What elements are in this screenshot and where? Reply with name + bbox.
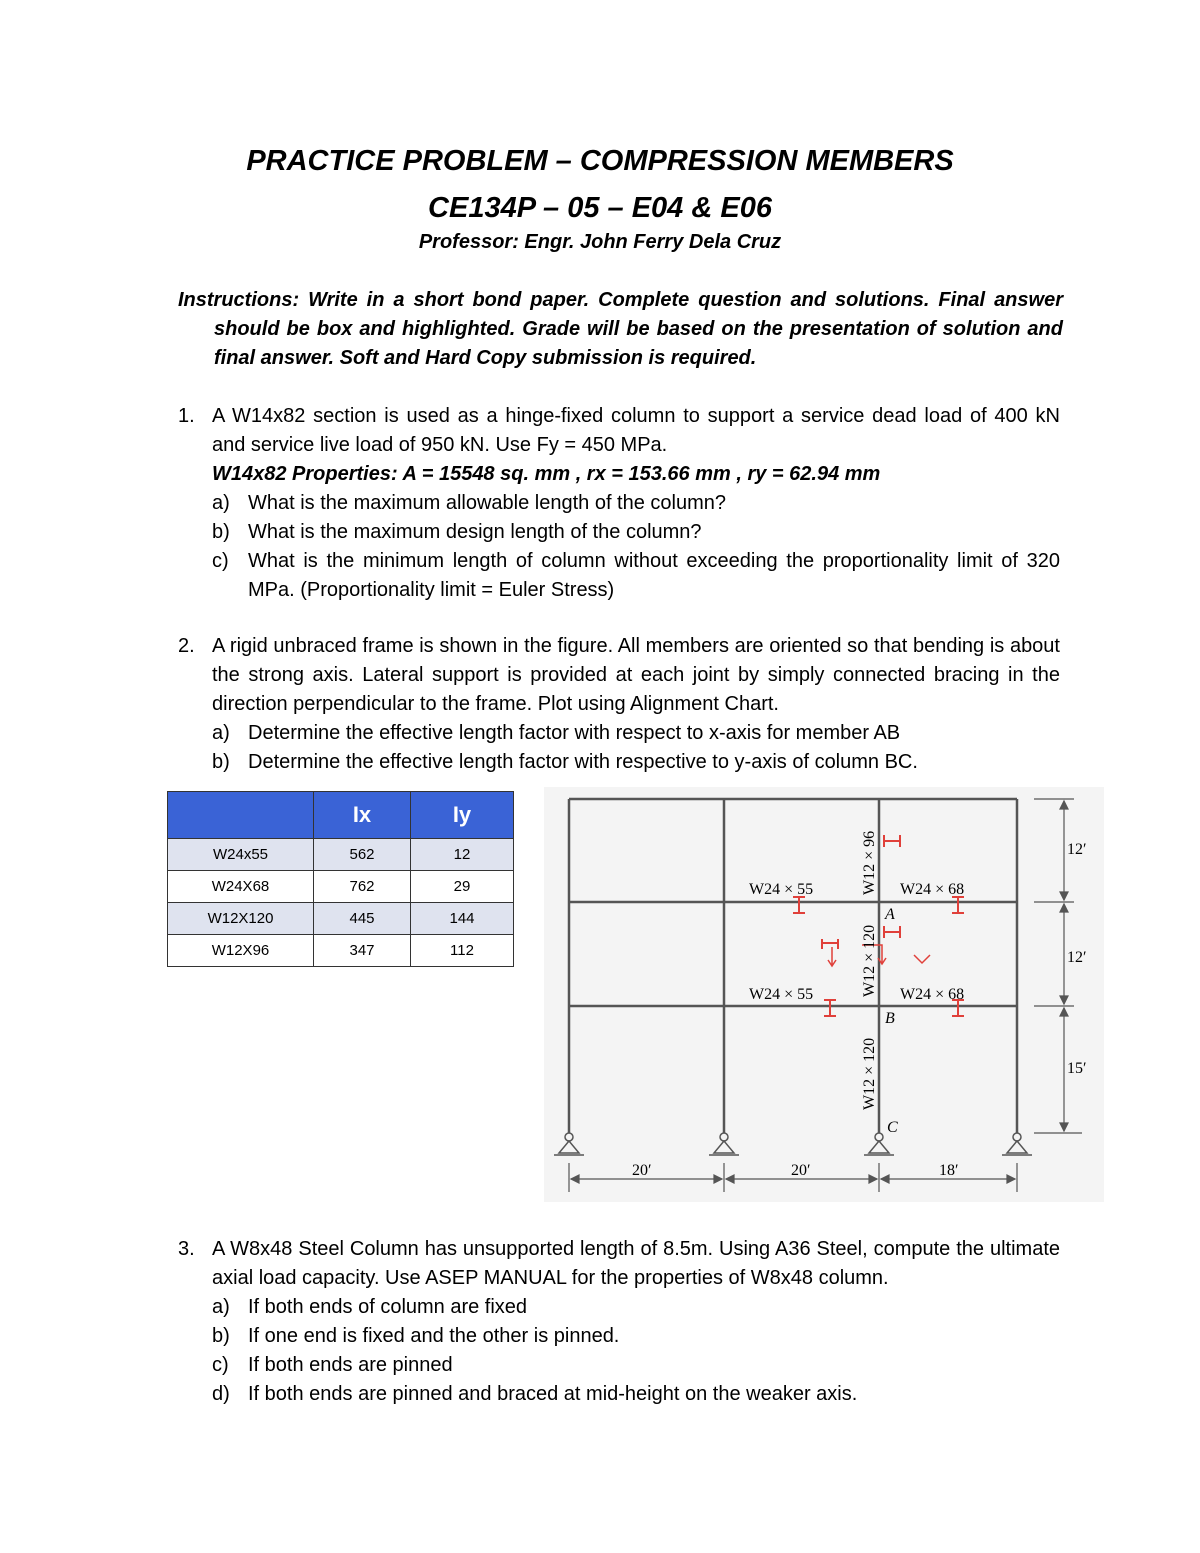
width-label: 20′ — [632, 1162, 652, 1179]
list-item: a) What is the maximum allowable length of the column? — [212, 492, 727, 514]
list-item: c) What is the minimum length of column without exceeding the proportionality limit of 320 MPa. (Proportionality limit = Euler Stress) — [212, 550, 1060, 601]
course-code: CE134P – 05 – E04 & E06 — [428, 192, 772, 224]
height-label: 15′ — [1067, 1060, 1087, 1077]
beam-label: W24 × 55 — [749, 881, 814, 898]
rigid-frame-figure — [544, 787, 1104, 1202]
list-item: d) If both ends are pinned and braced at mid-height on the weaker axis. — [212, 1383, 858, 1405]
problem-2 — [178, 632, 1060, 777]
table-row: W12X120 445 144 — [168, 903, 514, 935]
height-label: 12′ — [1067, 949, 1087, 966]
beam-label: W24 × 55 — [749, 986, 814, 1003]
professor-name: Professor: Engr. John Ferry Dela Cruz — [418, 231, 782, 253]
beam-label: W24 × 68 — [900, 986, 965, 1003]
table-header: Ix — [314, 792, 411, 839]
joint-label: C — [887, 1119, 898, 1136]
page-title: PRACTICE PROBLEM – COMPRESSION MEMBERS — [246, 145, 954, 177]
problem-text: A W14x82 section is used as a hinge-fixed column to support a service dead load of 400 kN and service live load of 950 kN. Use Fy = 450 MPa. — [212, 405, 1060, 456]
joint-label: B — [885, 1010, 895, 1027]
column-label: W12 × 120 — [861, 1037, 878, 1110]
instructions: Instructions: Write in a short bond paper. Complete question and solutions. Final answer should be box and highlighted. Grade will be based on the presentation of solution and final answer. Soft and Hard Copy submission is required. — [178, 289, 1063, 369]
height-label: 12′ — [1067, 841, 1087, 858]
table-header — [168, 792, 314, 839]
problem-text: A W8x48 Steel Column has unsupported length of 8.5m. Using A36 Steel, compute the ultimate axial load capacity. Use ASEP MANUAL for the properties of W8x48 column. — [212, 1238, 1060, 1289]
problem-number: 1. — [178, 405, 195, 427]
list-item: b) If one end is fixed and the other is pinned. — [212, 1325, 620, 1347]
beam-label: W24 × 68 — [900, 881, 965, 898]
table-header: Iy — [411, 792, 514, 839]
table-row: W24x55 562 12 — [168, 839, 514, 871]
joint-label: A — [885, 906, 895, 923]
column-label: W12 × 96 — [861, 830, 878, 895]
problem-number: 2. — [178, 635, 195, 657]
list-item: b) What is the maximum design length of the column? — [212, 521, 702, 543]
list-item: a) Determine the effective length factor with respect to x-axis for member AB — [212, 722, 901, 744]
problem-number: 3. — [178, 1238, 195, 1260]
list-item: a) If both ends of column are fixed — [212, 1296, 528, 1318]
table-row: W12X96 347 112 — [168, 935, 514, 967]
table-row: W24X68 762 29 — [168, 871, 514, 903]
problem-text: A rigid unbraced frame is shown in the figure. All members are oriented so that bending is about the strong axis. Lateral support is provided at each joint by simply connected bracing in the direction perpendicular to the frame. Plot using Alignment Chart. — [212, 635, 1060, 715]
problem-1 — [178, 402, 1060, 605]
list-item: c) If both ends are pinned — [212, 1354, 453, 1376]
list-item: b) Determine the effective length factor with respective to y-axis of column BC. — [212, 751, 918, 773]
section-properties-table — [167, 791, 514, 967]
width-label: 20′ — [791, 1162, 811, 1179]
width-label: 18′ — [939, 1162, 959, 1179]
section-properties: W14x82 Properties: A = 15548 sq. mm , rx = 153.66 mm , ry = 62.94 mm — [212, 463, 881, 485]
column-label: W12 × 120 — [861, 924, 878, 997]
problem-3 — [178, 1235, 1060, 1409]
